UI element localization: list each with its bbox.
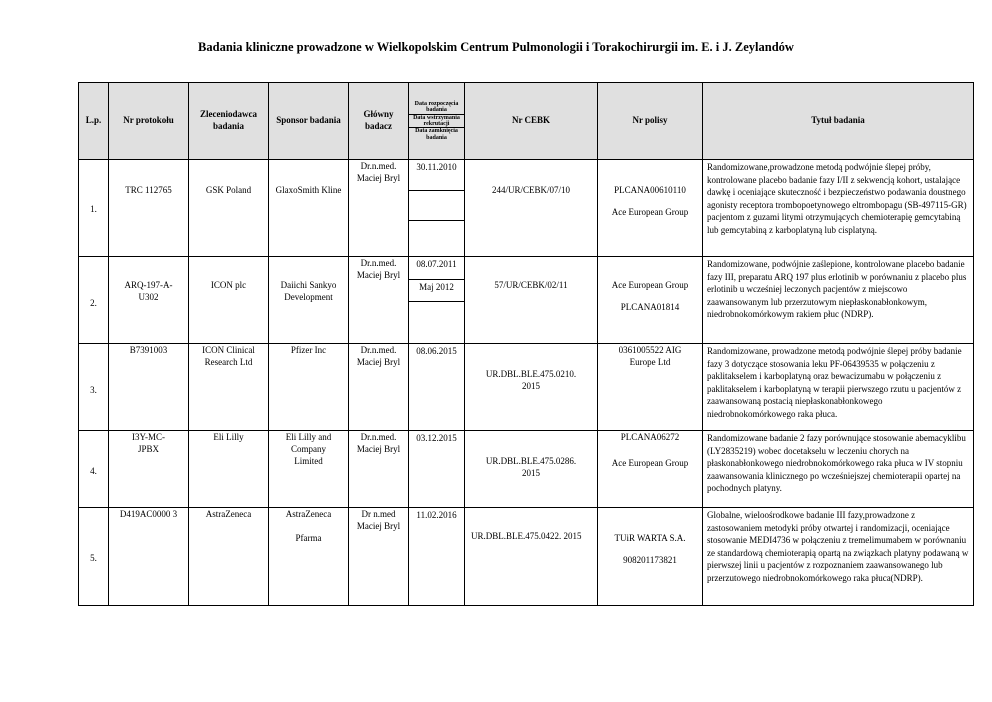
policy-cell [598,344,703,431]
header-row [79,83,974,160]
study-title-cell: Randomizowane, prowadzone metodą podwójnie ślepej próby badanie fazy 3 dotyczące stosowania leku PF-06439535 w połączeniu z paklitakselem i karboplatyną oraz bewacizumabu w połączeniu z paklitakselem i karboplatyną w terapii pierwszego rzutu u pacjentów z zaawansowaną postacią niepłaskonabłonkowego niedrobnokomórkowego raka płuca. [703,344,974,431]
cebk-cell: 244/UR/CEBK/07/10 [465,160,598,257]
date-end [409,220,464,256]
header-study-title: Tytuł badania [703,83,974,160]
clinical-trials-table [78,82,974,606]
policy-number: 908201173821 [623,555,677,566]
policy-number: 0361005522 AIG Europe Ltd [618,345,682,368]
policy-cell [598,257,703,344]
policy-cell [598,431,703,508]
dates-cell [409,508,465,606]
row-number: 4. [79,431,109,508]
date-suspend [409,190,464,220]
investigator-cell: Dr n.med Maciej Bryl [349,508,409,606]
table-row [79,344,974,431]
header-dates [409,83,465,160]
date-start: 03.12.2015 [416,433,457,443]
header-date-start: Data rozpoczęcia badania [414,101,459,114]
row-number: 5. [79,508,109,606]
insurer: Ace European Group [611,458,689,469]
cebk-cell: UR.DBL.BLE.475.0422. 2015 [465,508,598,606]
study-title-cell: Randomizowane,prowadzone metodą podwójnie ślepej próby, kontrolowane placebo badanie fazy I/II z sekwencją kohort, ustalające dawkę i oceniające skuteczność i bezpieczeństwo podawania doustnego agonisty receptora trombopoetynowego eltrombopagu (SB-497115-GR) pacjentom z guzami litymi otrzymujących chemioterapię gemcytabiną lub gemcytabiną z karboplatyną lub cisplatyną. [703,160,974,257]
header-protocol: Nr protokołu [109,83,189,160]
date-start: 08.07.2011 [416,259,457,269]
investigator-cell: Dr.n.med. Maciej Bryl [349,257,409,344]
sponsor-cell [269,508,349,606]
table-row [79,160,974,257]
study-title-cell: Globalne, wieloośrodkowe badanie III fazy,prowadzone z zastosowaniem metodyki próby otwartej i randomizacji, oceniające stosowanie MEDI4736 w połączeniu z tremelimumabem w porównaniu ze standardową chemioterapią opartą na związkach platyny podawaną w pierwszej linii u pacjentów z rozpoznaniem zaawansowanego lub przerzutowego niedrobnokomórkowego raka płuca(NDRP). [703,508,974,606]
date-end [409,301,464,343]
dates-cell [409,344,465,431]
table-row [79,431,974,508]
policy-cell [598,508,703,606]
dates-cell [409,160,465,257]
header-investigator: Główny badacz [349,83,409,160]
policy-number: PLCANA01814 [620,302,680,313]
dates-cell [409,257,465,344]
protocol-cell: I3Y-MC-JPBX [109,431,189,508]
insurer: Ace European Group [611,280,689,290]
sponsor-cell: Daiichi Sankyo Development [269,257,349,344]
sponsor-cell: Pfizer Inc [269,344,349,431]
protocol-cell: ARQ-197-A-U302 [109,257,189,344]
sponsor-cell: Eli Lilly and Company Limited [269,431,349,508]
date-start: 30.11.2010 [416,162,457,172]
header-date-suspend: Data wstrzymania rekrutacji [409,114,464,128]
row-number: 2. [79,257,109,344]
ordering-party-cell: ICON Clinical Research Ltd [189,344,269,431]
insurer: Ace European Group [611,207,689,218]
policy-number: PLCANA00610110 [614,185,686,195]
cebk-cell: UR.DBL.BLE.475.0210. 2015 [465,344,598,431]
policy-cell [598,160,703,257]
header-policy: Nr polisy [598,83,703,160]
protocol-cell: B7391003 [109,344,189,431]
ordering-party-cell: Eli Lilly [189,431,269,508]
sponsor-name: AstraZeneca [285,509,332,519]
policy-number: PLCANA06272 [620,432,680,442]
header-ordering-party: Zleceniodawca badania [189,83,269,160]
document-title: Badania kliniczne prowadzone w Wielkopolskim Centrum Pulmonologii i Torakochirurgii im. E. i J. Zeylandów [198,40,794,54]
header-lp: L.p. [79,83,109,160]
dates-cell [409,431,465,508]
date-start: 11.02.2016 [416,510,457,520]
sponsor-cell: GlaxoSmith Kline [269,160,349,257]
table-row [79,508,974,606]
study-title-cell: Randomizowane, podwójnie zaślepione, kontrolowane placebo badanie fazy III, preparatu ARQ 197 plus erlotinib w porównaniu z placebo plus erlotinib u wcześniej leczonych pacjentów z miejscowo zaawansowanym lub przerzutowym niepłaskonabłonkowym, niedrobnokomórkowym rakiem płuc (NDRP). [703,257,974,344]
ordering-party-cell: ICON plc [189,257,269,344]
header-sponsor: Sponsor badania [269,83,349,160]
sponsor-subname: Pfarma [295,533,322,544]
study-title-cell: Randomizowane badanie 2 fazy porównujące stosowanie abemacyklibu (LY2835219) wobec docetakselu w leczeniu chorych na płaskonabłonkowego niedrobnokomórkowego raka płuca w IV stopniu zaawansowania klinicznego po wcześniejszej chemioterapii opartej na pochodnych platyny. [703,431,974,508]
table-row [79,257,974,344]
cebk-cell: UR.DBL.BLE.475.0286. 2015 [465,431,598,508]
header-date-end: Data zamknięcia badania [409,127,464,141]
protocol-cell: D419AC0000 3 [109,508,189,606]
date-start: 08.06.2015 [416,346,457,356]
insurer: TUiR WARTA S.A. [614,533,686,543]
header-cebk: Nr CEBK [465,83,598,160]
ordering-party-cell: GSK Poland [189,160,269,257]
investigator-cell: Dr.n.med. Maciej Bryl [349,344,409,431]
investigator-cell: Dr.n.med. Maciej Bryl [349,431,409,508]
cebk-cell: 57/UR/CEBK/02/11 [465,257,598,344]
row-number: 1. [79,160,109,257]
ordering-party-cell: AstraZeneca [189,508,269,606]
date-suspend: Maj 2012 [409,279,464,301]
investigator-cell: Dr.n.med. Maciej Bryl [349,160,409,257]
protocol-cell: TRC 112765 [109,160,189,257]
row-number: 3. [79,344,109,431]
